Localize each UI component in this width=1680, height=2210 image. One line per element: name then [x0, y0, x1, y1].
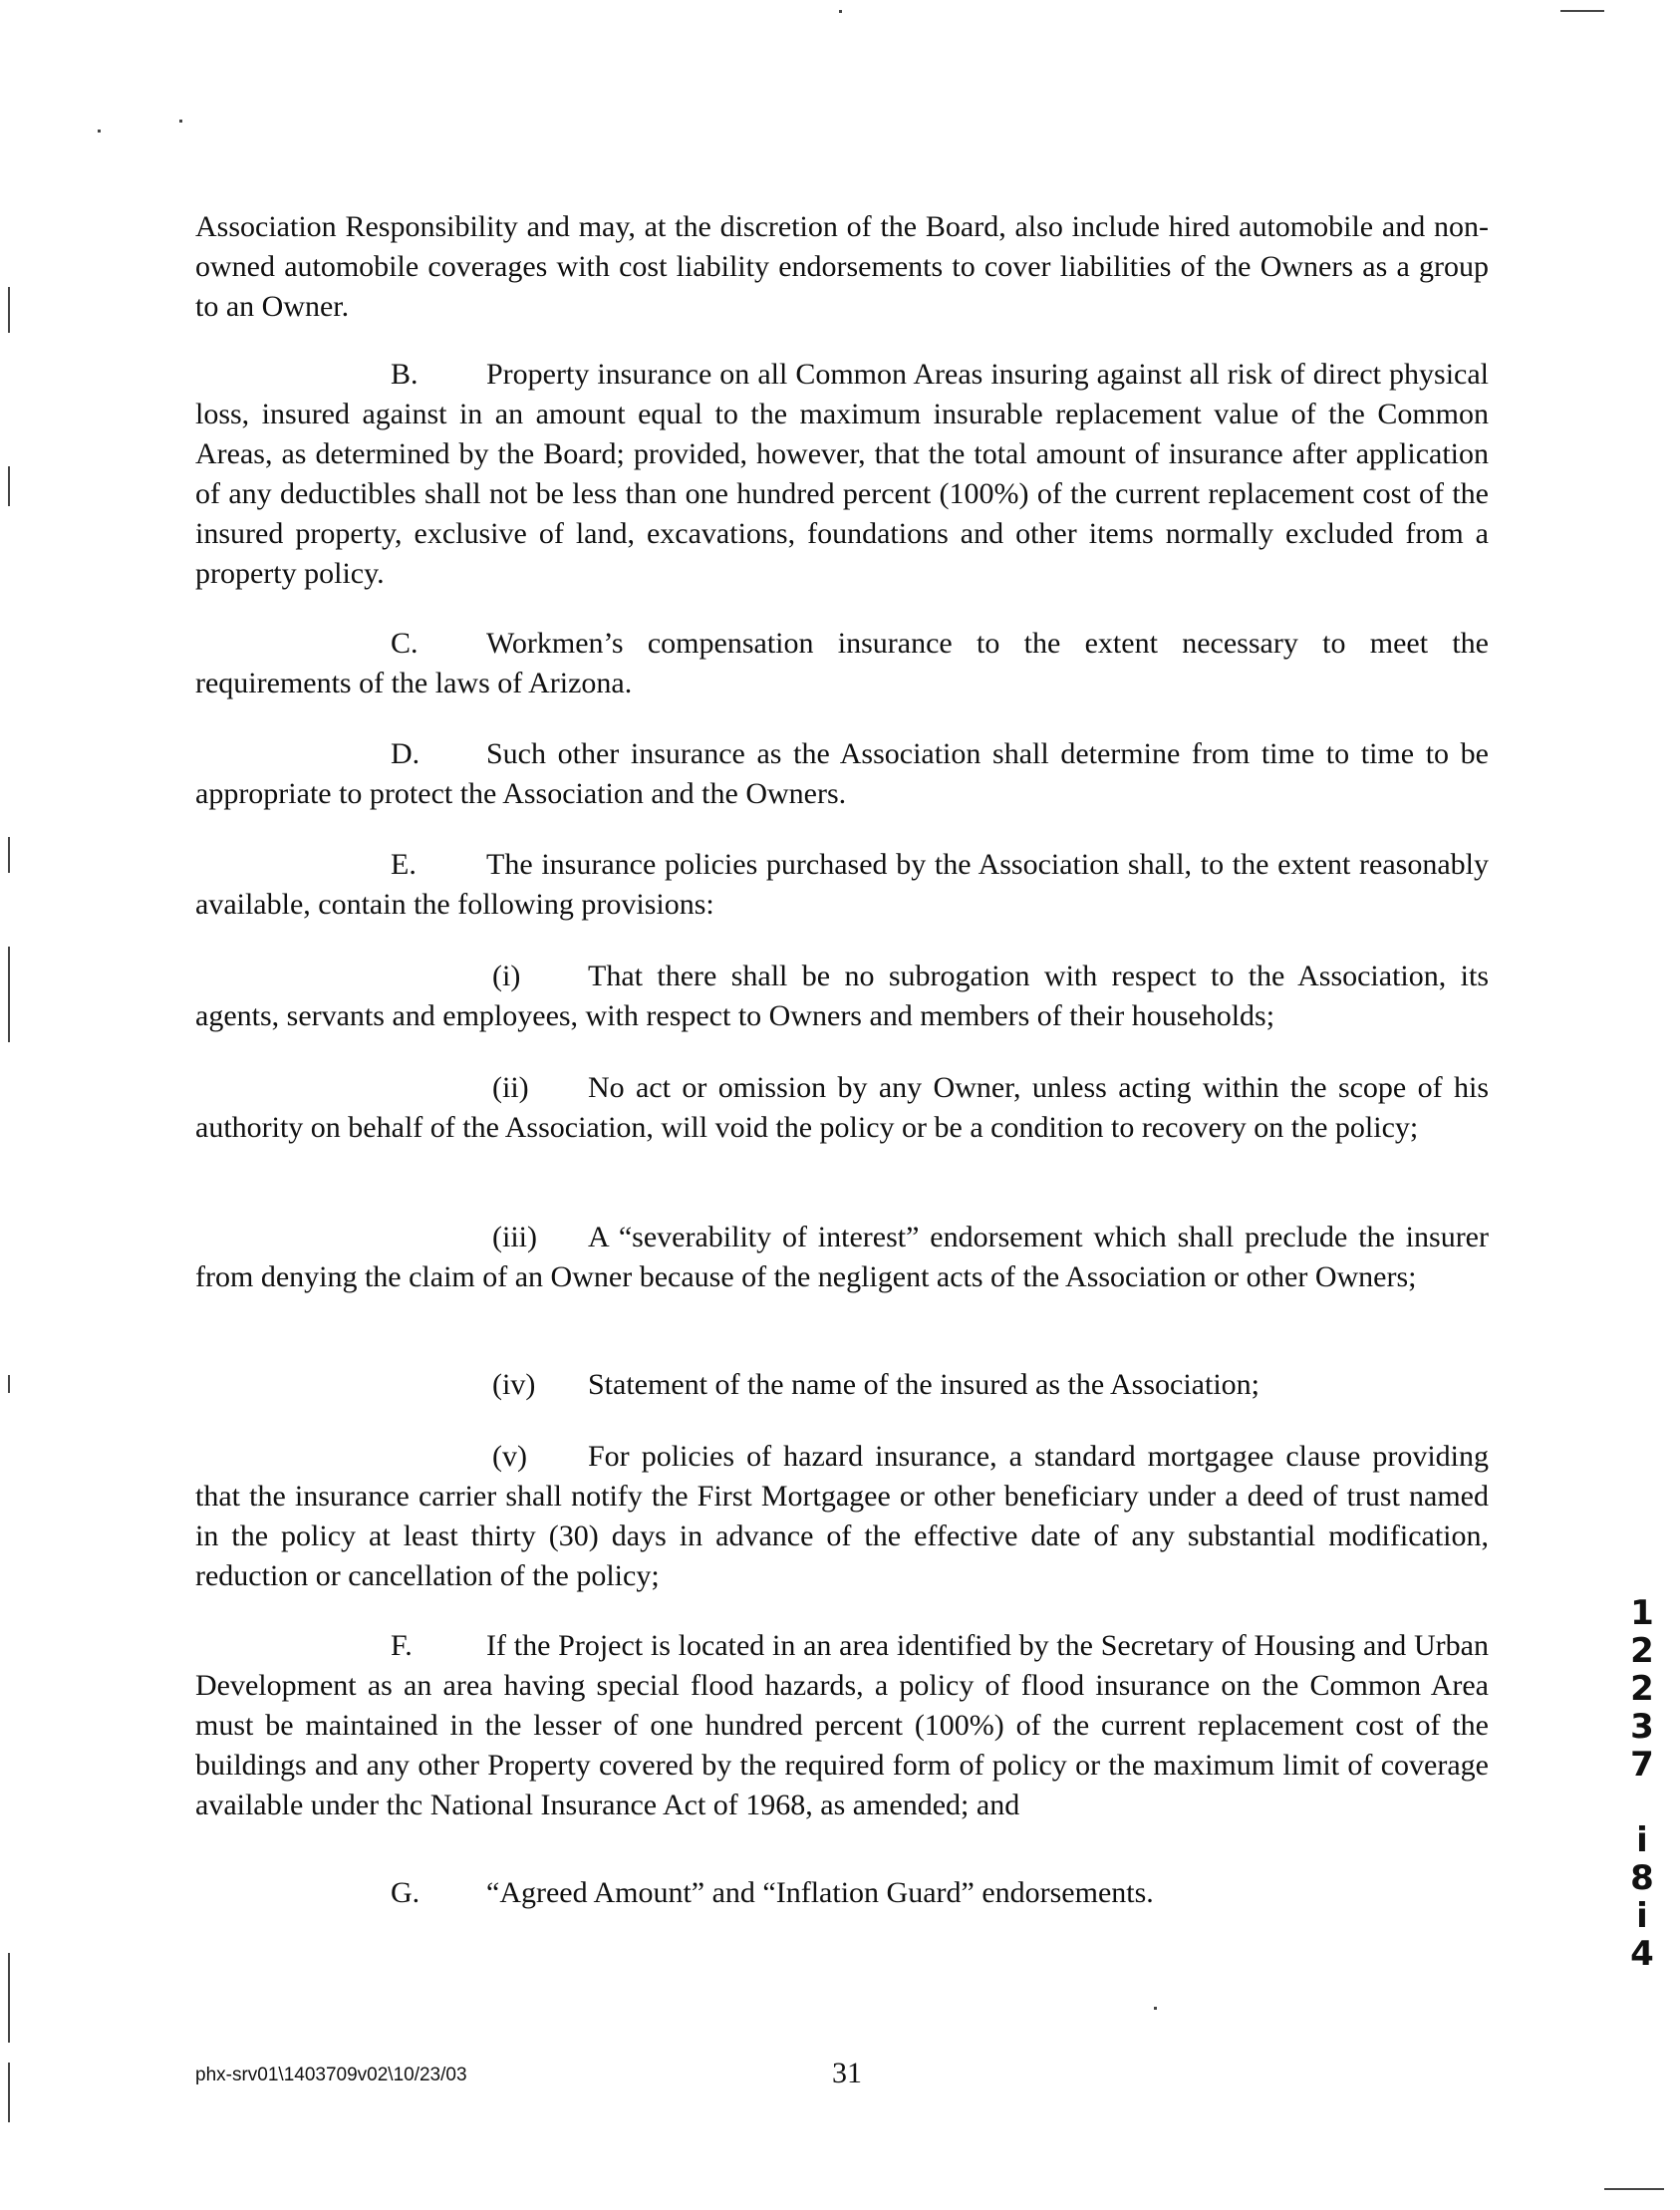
- scan-speck: [1154, 2007, 1157, 2010]
- recording-digit: 7: [1630, 1745, 1654, 1785]
- scan-speck: [98, 130, 101, 133]
- paragraph-label: B.: [391, 358, 419, 391]
- paragraph-text: Workmen’s compensation insurance to the extent necessary to meet the requirements of the laws of Arizona.: [195, 627, 1489, 699]
- paragraph-text: Property insurance on all Common Areas insuring against all risk of direct physical loss, insured against in an amount equal to the maximum insurable replacement value of the Common Areas, as determined by the Board; provided, however, that the total amount of insurance after application of any deductibles shall not be less than one hundred percent (100%) of the current replacement cost of the insured property, exclusive of land, excavations, foundations and other items normally excluded from a property policy.: [195, 358, 1489, 590]
- provision-iii: [195, 1218, 1489, 1297]
- paragraph-label: (ii): [492, 1071, 529, 1104]
- paragraph-c: [195, 624, 1489, 703]
- scan-artifact-line: [8, 837, 10, 873]
- recording-digit: 8: [1630, 1858, 1654, 1898]
- paragraph-label: C.: [391, 627, 419, 660]
- scan-artifact-line: [1560, 10, 1604, 12]
- provision-v: [195, 1437, 1489, 1596]
- paragraph-label: G.: [391, 1876, 420, 1909]
- recording-digit: [1624, 1784, 1660, 1821]
- paragraph-text: Statement of the name of the insured as the Association;: [588, 1368, 1260, 1401]
- paragraph-text: “Agreed Amount” and “Inflation Guard” endorsements.: [486, 1876, 1154, 1909]
- paragraph-label: (iii): [492, 1221, 537, 1253]
- provision-iv: [195, 1365, 1489, 1405]
- recording-digit: i: [1636, 1820, 1648, 1860]
- scan-artifact-line: [8, 1953, 10, 2043]
- paragraph-label: (v): [492, 1440, 527, 1473]
- paragraph-text: No act or omission by any Owner, unless acting within the scope of his authority on behalf of the Association, will void the policy or be a condition to recovery on the policy;: [195, 1071, 1489, 1144]
- paragraph-label: E.: [391, 848, 417, 881]
- paragraph-d: [195, 734, 1489, 814]
- footer-document-id: phx-srv01\1403709v02\10/23/03: [195, 2065, 467, 2085]
- provision-i: [195, 957, 1489, 1036]
- recording-digit: 1: [1630, 1593, 1654, 1633]
- recording-digit: 2: [1630, 1669, 1654, 1709]
- scan-artifact-line: [8, 2063, 10, 2122]
- scan-artifact-line: [8, 1375, 10, 1393]
- paragraph-text: A “severability of interest” endorsement which shall preclude the insurer from denying the claim of an Owner because of the negligent acts of the Association or other Owners;: [195, 1221, 1489, 1293]
- page-number: 31: [832, 2057, 862, 2089]
- recording-digit: i: [1636, 1896, 1648, 1936]
- scan-speck: [179, 120, 182, 123]
- paragraph-text: Such other insurance as the Association shall determine from time to time to be appropriate to protect the Association and the Owners.: [195, 737, 1489, 810]
- scan-artifact-line: [8, 947, 10, 1042]
- recording-number-stamp: [1624, 1594, 1660, 1973]
- recording-digit: 3: [1630, 1707, 1654, 1747]
- paragraph-label: (iv): [492, 1368, 536, 1401]
- recording-digit: 4: [1630, 1934, 1654, 1974]
- paragraph-text: For policies of hazard insurance, a standard mortgagee clause providing that the insurance carrier shall notify the First Mortgagee or other beneficiary under a deed of trust named in the policy at least thirty (30) days in advance of the effective date of any substantial modification, reduction or cancellation of the policy;: [195, 1440, 1489, 1592]
- scan-speck: [839, 10, 842, 13]
- paragraph-f: [195, 1626, 1489, 1825]
- paragraph-label: F.: [391, 1629, 413, 1662]
- paragraph-text: That there shall be no subrogation with respect to the Association, its agents, servants and employees, with respect to Owners and members of their households;: [195, 960, 1489, 1032]
- paragraph-a-continuation: [195, 207, 1489, 327]
- scan-artifact-line: [1604, 2188, 1664, 2190]
- scan-artifact-line: [8, 287, 10, 333]
- paragraph-text: If the Project is located in an area identified by the Secretary of Housing and Urban Development as an area having special flood hazards, a policy of flood insurance on the Common Area must be maintained in the lesser of one hundred percent (100%) of the current replacement cost of the buildings and any other Property covered by the required form of policy or the maximum limit of coverage available under thc National Insurance Act of 1968, as amended; and: [195, 1629, 1489, 1821]
- paragraph-e: [195, 845, 1489, 925]
- paragraph-b: [195, 355, 1489, 594]
- paragraph-g: [195, 1873, 1489, 1913]
- provision-ii: [195, 1068, 1489, 1148]
- scan-artifact-line: [8, 466, 10, 506]
- paragraph-label: (i): [492, 960, 521, 992]
- paragraph-label: D.: [391, 737, 420, 770]
- paragraph-text: The insurance policies purchased by the Association shall, to the extent reasonably available, contain the following provisions:: [195, 848, 1489, 921]
- recording-digit: 2: [1630, 1631, 1654, 1671]
- paragraph-text: Association Responsibility and may, at the discretion of the Board, also include hired automobile and non-owned automobile coverages with cost liability endorsements to cover liabilities of the Owners as a group to an Owner.: [195, 210, 1489, 323]
